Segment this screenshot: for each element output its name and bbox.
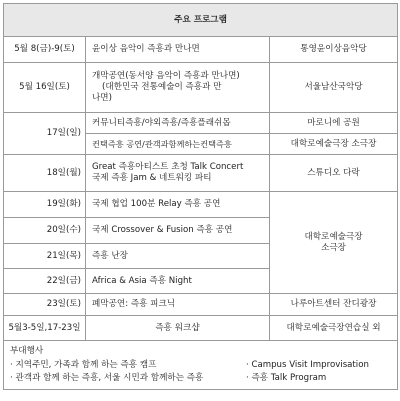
side-event-item: · 즉흥 Talk Program xyxy=(246,373,327,383)
date-cell: 5월3-5일,17-23일 xyxy=(4,316,86,341)
program-cell xyxy=(86,63,270,113)
program-cell: 국제 협업 100분 Relay 즉흥 공연 xyxy=(86,192,270,218)
venue-cell: 대학로예술극장연습실 외 xyxy=(270,316,398,341)
program-cell: 윤이상 음악이 즉흥과 만나면 xyxy=(86,37,270,63)
program-line: 국제 즉흥 Jam & 네트워킹 파티 xyxy=(92,173,212,183)
venue-cell: 대학로예술극장 소극장 xyxy=(270,134,398,155)
side-event-item: · 관객과 함께 하는 즉흥, 서울 시민과 함께하는 즉흥 xyxy=(10,373,204,383)
venue-cell xyxy=(270,192,398,294)
program-line: 나면) xyxy=(92,93,112,103)
venue-cell: 서울남산국악당 xyxy=(270,63,398,113)
date-cell: 22일(금) xyxy=(4,269,86,294)
date-cell: 5월 16일(토) xyxy=(4,63,86,113)
program-cell xyxy=(86,155,270,192)
date-cell: 5월 8(금)-9(토) xyxy=(4,37,86,63)
date-cell: 17일(일) xyxy=(4,113,86,155)
venue-cell: 통영윤이상음악당 xyxy=(270,37,398,63)
date-cell: 19일(화) xyxy=(4,192,86,218)
side-events xyxy=(4,341,398,390)
venue-line: 소극장 xyxy=(321,242,346,253)
program-line: (대한민국 전통예술이 즉흥과 만 xyxy=(102,82,222,92)
venue-cell: 마로니에 공원 xyxy=(270,113,398,134)
program-cell: 국제 Crossover & Fusion 즉흥 공연 xyxy=(86,218,270,244)
venue-cell: 스튜디오 다락 xyxy=(270,155,398,192)
venue-cell: 나루아트센터 잔디광장 xyxy=(270,294,398,316)
date-cell: 18일(월) xyxy=(4,155,86,192)
program-line: 개막공연(동서양 음악이 즉흥과 만나면) xyxy=(92,71,240,81)
program-cell: 즉흥 워크샵 xyxy=(86,316,270,341)
date-cell: 21일(목) xyxy=(4,244,86,269)
program-cell: 컨택즉흥 공연/관객과함께하는컨택즉흥 xyxy=(86,134,270,155)
program-cell: 커뮤니티즉흥/야외즉흥/즉흥플래쉬몹 xyxy=(86,113,270,134)
program-cell: 폐막공연: 즉흥 피크닉 xyxy=(86,294,270,316)
date-cell: 23일(토) xyxy=(4,294,86,316)
program-table xyxy=(3,3,398,390)
side-event-item: · 지역주민, 가족과 함께 하는 즉흥 캠프 xyxy=(10,360,157,370)
program-cell: Africa & Asia 즉흥 Night xyxy=(86,269,270,294)
side-event-item: · Campus Visit Improvisation xyxy=(246,360,369,370)
venue-line: 대학로예술극장 xyxy=(304,231,363,242)
date-cell: 20일(수) xyxy=(4,218,86,244)
program-cell: 즉흥 난장 xyxy=(86,244,270,269)
program-line: Great 즉흥아티스트 초청 Talk Concert xyxy=(92,162,244,172)
table-title: 주요 프로그램 xyxy=(4,4,398,37)
side-events-title: 부대행사 xyxy=(10,346,44,356)
